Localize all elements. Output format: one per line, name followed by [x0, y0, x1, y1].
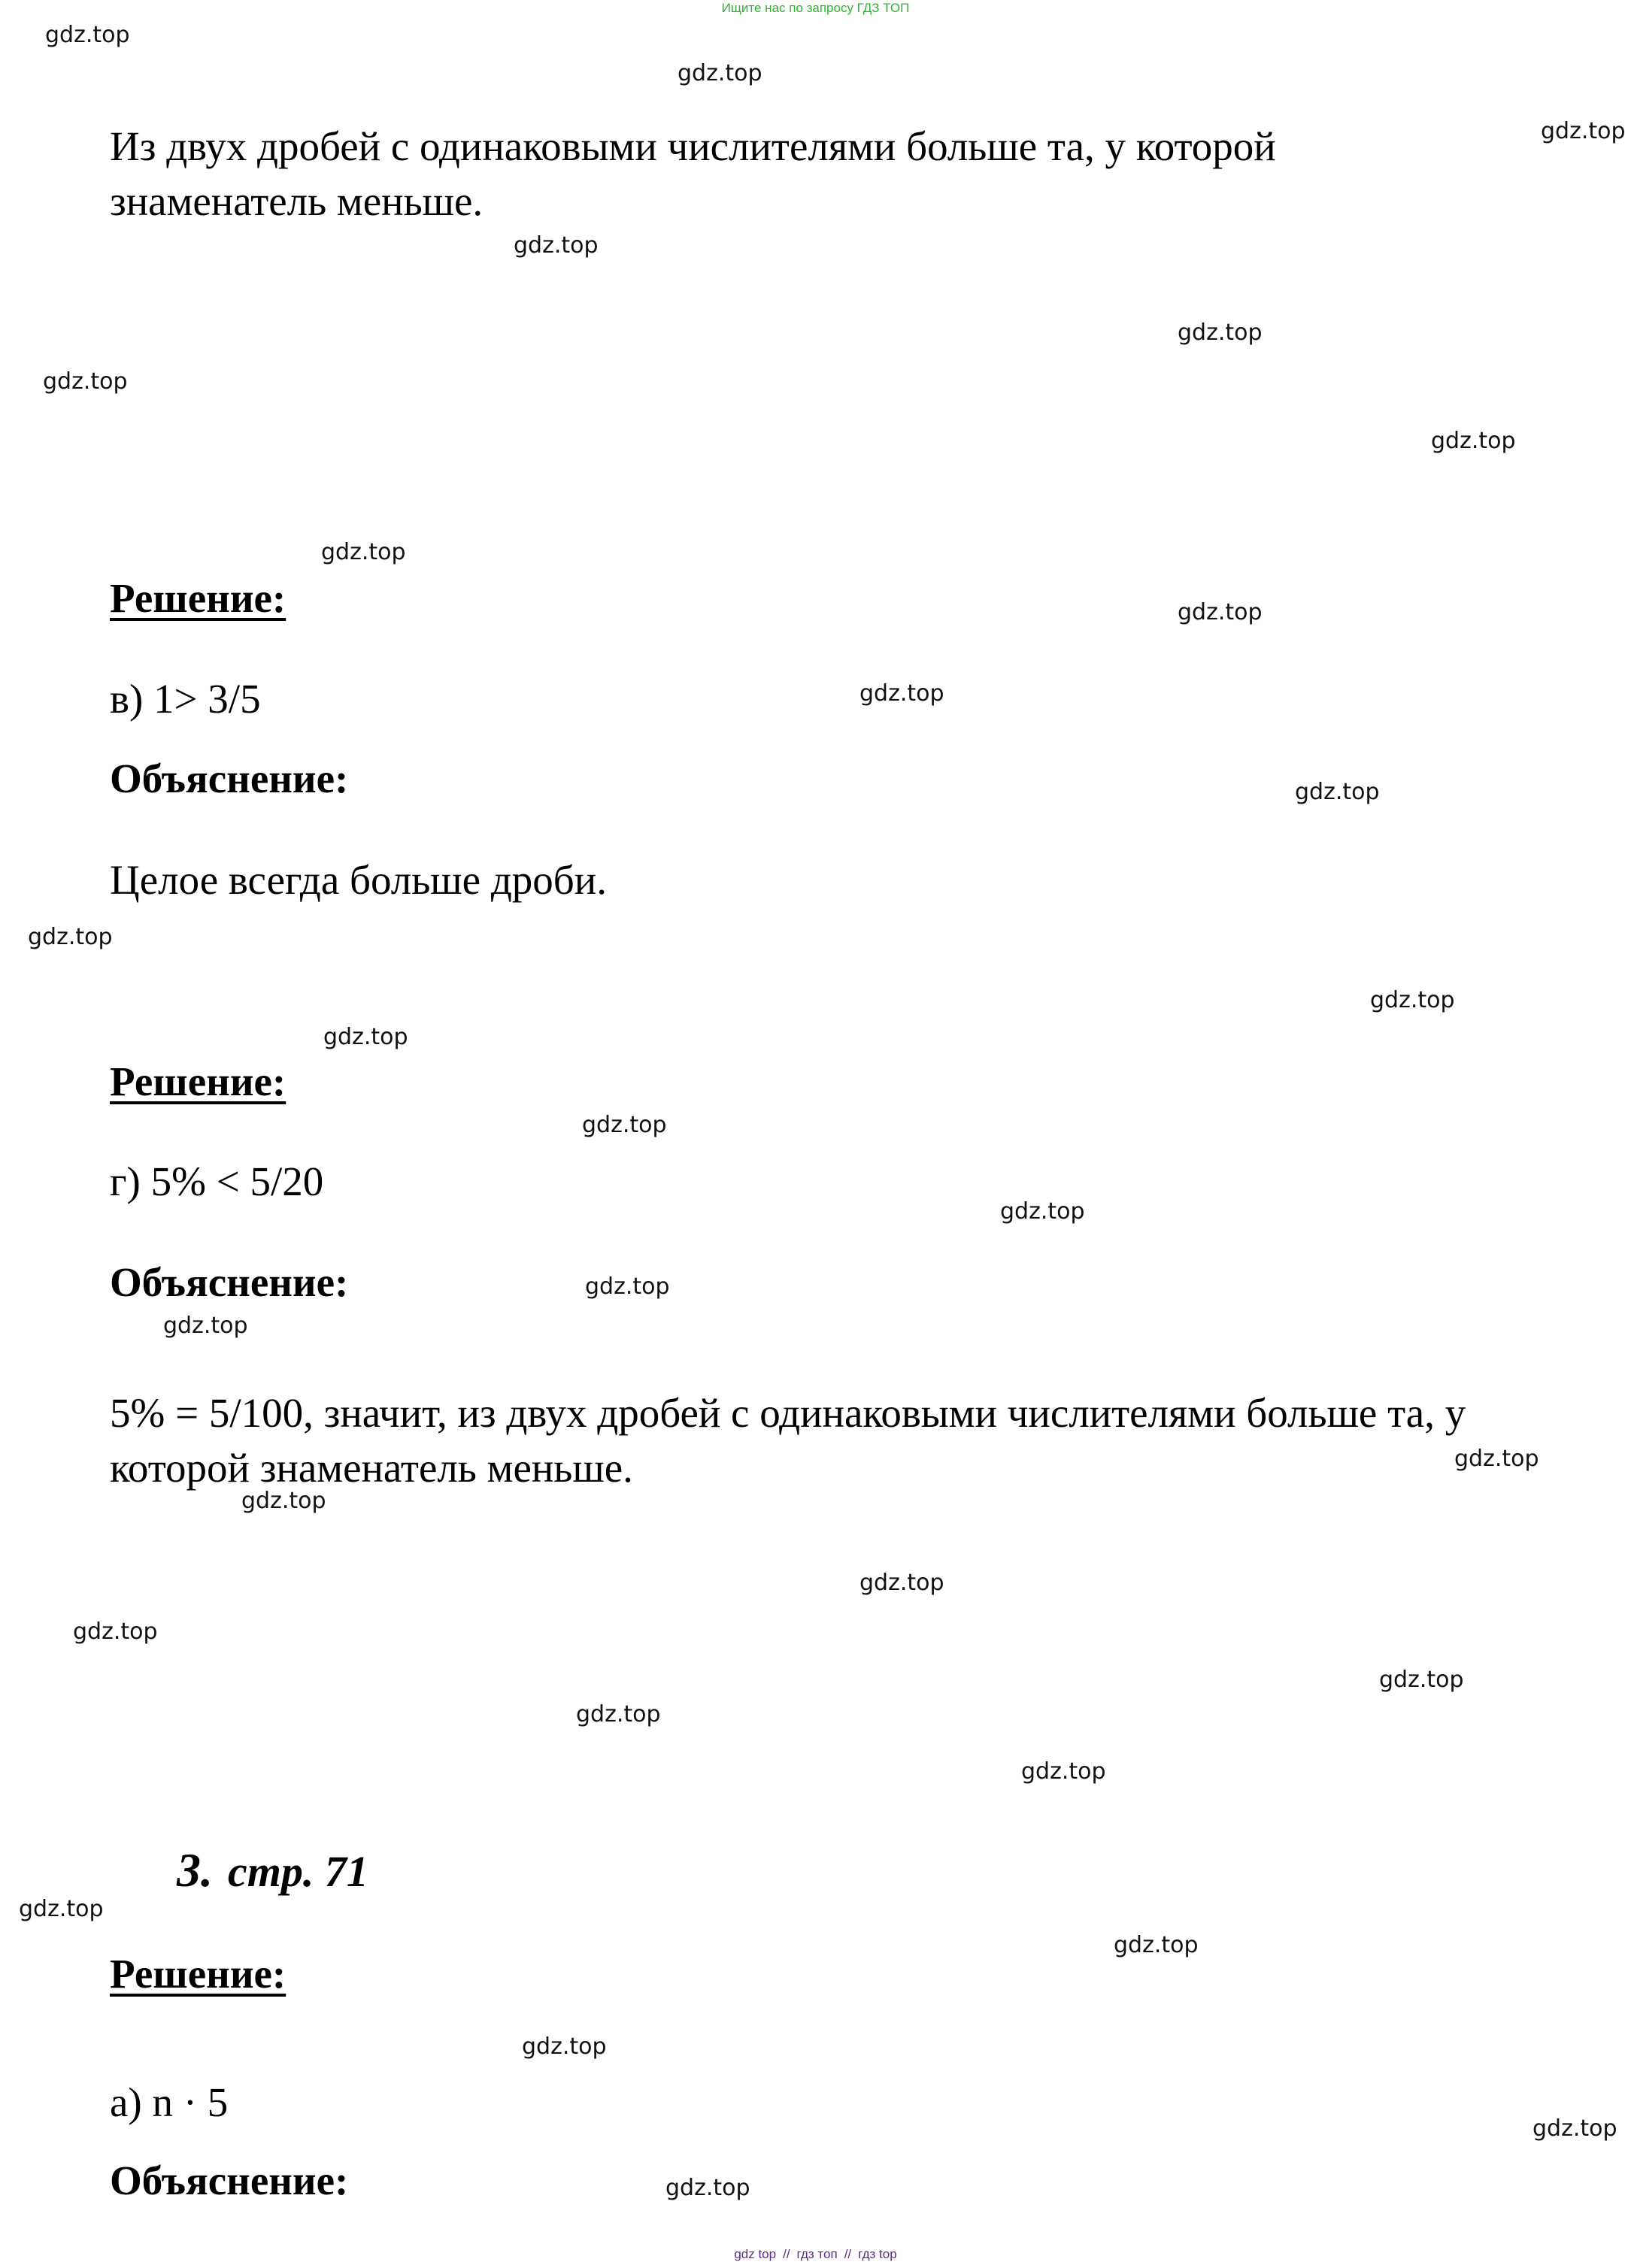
watermark: gdz.top [28, 924, 113, 950]
solution-heading: Решение: [110, 575, 286, 621]
answer-v: в) 1> 3/5 [110, 676, 261, 722]
watermark: gdz.top [585, 1273, 670, 1300]
watermark: gdz.top [582, 1112, 667, 1138]
watermark: gdz.top [1178, 599, 1263, 625]
watermark: gdz.top [241, 1488, 326, 1514]
watermark: gdz.top [1454, 1446, 1539, 1472]
explanation-heading: Объяснение: [110, 755, 349, 801]
explanation-heading: Объяснение: [110, 1259, 349, 1305]
watermark: gdz.top [859, 1570, 944, 1596]
footer-link[interactable]: гдз top [858, 2247, 897, 2261]
task-page: стр. 71 [228, 1847, 368, 1896]
watermark: gdz.top [1532, 2115, 1617, 2142]
watermark: gdz.top [1114, 1932, 1199, 1958]
solution-heading: Решение: [110, 1951, 286, 1997]
intro-text-line-2: знаменатель меньше. [110, 178, 484, 224]
watermark: gdz.top [678, 60, 762, 86]
footer-link[interactable]: гдз топ [796, 2247, 838, 2261]
intro-text-line-1: Из двух дробей с одинаковыми числителями больше та, у которой [110, 123, 1276, 169]
watermark: gdz.top [45, 22, 130, 48]
watermark: gdz.top [1370, 987, 1455, 1013]
watermark: gdz.top [19, 1896, 104, 1922]
watermark: gdz.top [163, 1313, 248, 1339]
footer-link[interactable]: gdz top [734, 2247, 777, 2261]
watermark: gdz.top [665, 2175, 750, 2201]
watermark: gdz.top [1021, 1758, 1106, 1785]
watermark: gdz.top [323, 1024, 408, 1050]
watermark: gdz.top [576, 1701, 661, 1727]
explanation-g-line-2: которой знаменатель меньше. [110, 1445, 633, 1491]
watermark: gdz.top [73, 1618, 158, 1645]
search-hint-banner: Ищите нас по запросу ГДЗ ТОП [721, 1, 910, 15]
watermark: gdz.top [522, 2033, 607, 2060]
watermark: gdz.top [1379, 1667, 1464, 1693]
explanation-heading: Объяснение: [110, 2157, 349, 2203]
footer-links [0, 2246, 1631, 2263]
watermark: gdz.top [321, 539, 406, 565]
solution-heading: Решение: [110, 1058, 286, 1104]
footer-separator: // [783, 2247, 790, 2261]
footer-separator: // [844, 2247, 852, 2261]
explanation-g-line-1: 5% = 5/100, значит, из двух дробей с одинаковыми числителями больше та, у [110, 1390, 1466, 1436]
watermark: gdz.top [43, 368, 128, 395]
task-title [177, 1844, 368, 1898]
watermark: gdz.top [1000, 1198, 1085, 1225]
watermark: gdz.top [514, 232, 599, 259]
task-number: 3. [177, 1843, 213, 1897]
watermark: gdz.top [1295, 779, 1380, 805]
answer-g: г) 5% < 5/20 [110, 1158, 324, 1204]
watermark: gdz.top [1541, 118, 1626, 144]
watermark: gdz.top [859, 680, 944, 707]
answer-a: а) n · 5 [110, 2079, 229, 2125]
watermark: gdz.top [1431, 428, 1516, 454]
watermark: gdz.top [1178, 319, 1263, 346]
explanation-v: Целое всегда больше дроби. [110, 857, 607, 903]
